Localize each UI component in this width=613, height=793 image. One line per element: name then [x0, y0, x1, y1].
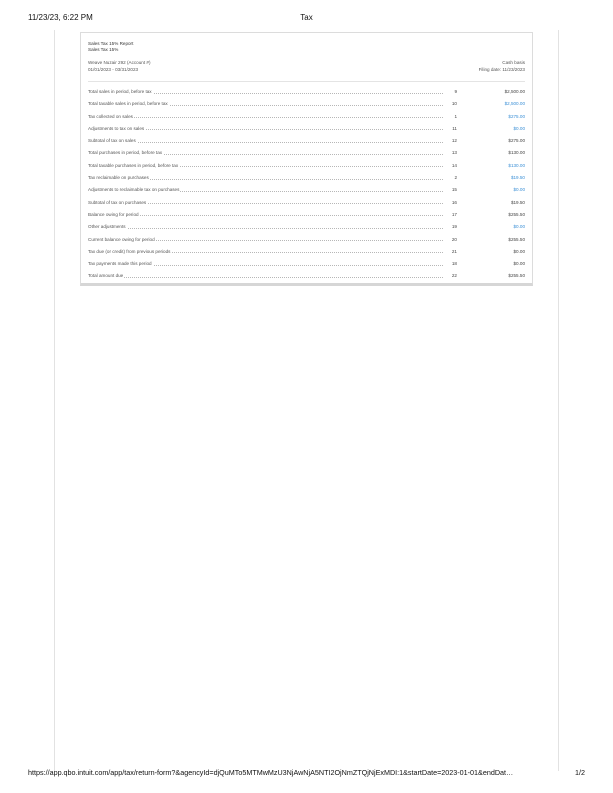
leader-dots: [88, 215, 443, 216]
table-row: [88, 147, 525, 159]
line-label: Total amount due: [88, 270, 124, 282]
table-row: [88, 160, 525, 172]
line-label: Adjustments to reclaimable tax on purchases: [88, 184, 180, 196]
table-row: [88, 135, 525, 147]
line-amount: $2,500.00: [504, 89, 525, 94]
line-amount: $255.50: [508, 236, 525, 242]
line-number: 20: [451, 234, 457, 246]
leader-dots: [88, 117, 443, 118]
print-header: [28, 13, 585, 25]
line-amount: $130.00: [508, 150, 525, 156]
line-label: Balance owing for period: [88, 209, 140, 221]
line-number: 15: [451, 184, 457, 196]
line-amount-link[interactable]: $275.00: [508, 113, 525, 119]
line-label: Tax payments made this period: [88, 258, 153, 270]
line-amount: $255.50: [508, 211, 525, 217]
line-label: Total sales in period, before tax: [88, 86, 153, 98]
header-divider: [88, 81, 525, 82]
line-number: 1: [453, 111, 457, 123]
table-row: [88, 234, 525, 246]
leader-dots: [88, 277, 443, 278]
page-number: 1/2: [575, 768, 585, 777]
table-row: [88, 172, 525, 184]
table-row: [88, 270, 525, 282]
line-number: 14: [451, 160, 457, 172]
filing-date: Filing date: 11/23/2023: [478, 66, 525, 72]
line-number: 13: [451, 147, 457, 159]
table-row: [88, 209, 525, 221]
line-number: 9: [453, 86, 457, 98]
line-label: Subtotal of tax on sales: [88, 135, 137, 147]
page-frame-right: [558, 30, 559, 771]
line-label: Total taxable sales in period, before tax: [88, 98, 169, 110]
accounting-basis: Cash basis: [502, 59, 525, 65]
line-amount-link[interactable]: $0.00: [513, 224, 525, 230]
print-title: Tax: [300, 13, 313, 22]
line-label: Tax reclaimable on purchases: [88, 172, 150, 184]
table-row: [88, 197, 525, 209]
line-amount: $0.00: [513, 261, 525, 267]
line-number: 18: [451, 258, 457, 270]
line-amount-link[interactable]: $19.50: [510, 175, 525, 181]
line-label: Tax collected on sales: [88, 111, 134, 123]
line-label: Subtotal of tax on purchases: [88, 197, 147, 209]
line-label: Adjustments to tax on sales: [88, 123, 145, 135]
line-number: 10: [451, 98, 457, 110]
table-row: [88, 221, 525, 233]
leader-dots: [88, 228, 443, 229]
table-row: [88, 98, 525, 110]
report-meta-row-2: [88, 66, 525, 73]
line-number: 11: [451, 123, 457, 135]
line-label: Total taxable purchases in period, before tax: [88, 160, 179, 172]
line-label: Other adjustments: [88, 221, 127, 233]
report-subtitle: Sales Tax 15%: [88, 47, 119, 53]
report-meta-row-1: [88, 59, 525, 66]
line-number: 22: [451, 270, 457, 282]
line-amount-link[interactable]: $0.00: [513, 125, 525, 131]
line-number: 19: [451, 221, 457, 233]
table-row: [88, 258, 525, 270]
leader-dots: [88, 142, 443, 143]
print-footer: [28, 768, 585, 780]
report-period: 01/01/2023 - 03/31/2023: [88, 66, 139, 72]
line-label: Total purchases in period, before tax: [88, 147, 163, 159]
sales-tax-report: [80, 32, 533, 286]
print-date: 11/23/23, 6:22 PM: [28, 13, 93, 22]
report-header: [88, 41, 525, 73]
line-amount: $275.00: [508, 138, 525, 144]
line-number: 16: [451, 197, 457, 209]
report-title: Sales Tax 15% Report: [88, 41, 134, 46]
line-amount-link[interactable]: $130.00: [508, 162, 525, 168]
table-row: [88, 184, 525, 196]
table-row: [88, 111, 525, 123]
line-number: 12: [451, 135, 457, 147]
line-amount-link[interactable]: $0.00: [513, 187, 525, 193]
table-row: [88, 246, 525, 258]
table-row: [88, 123, 525, 135]
company-name: Weave Nuzair 292 (Account #): [88, 59, 151, 65]
line-amount: $19.50: [510, 199, 525, 205]
line-amount-link[interactable]: $2,500.00: [504, 101, 525, 107]
line-label: Current balance owing for period: [88, 234, 156, 246]
line-amount: $255.50: [508, 273, 525, 279]
line-number: 17: [451, 209, 457, 221]
line-label: Tax due (or credit) from previous periods: [88, 246, 171, 258]
line-amount: $0.00: [513, 248, 525, 254]
line-number: 21: [451, 246, 457, 258]
page-frame-left: [54, 30, 55, 771]
report-lines: [88, 86, 525, 283]
page-url: https://app.qbo.intuit.com/app/tax/return-form?&agencyId=djQuMTo5MTMwMzU3NjAwNjA5NTI2OjNmZTQjNjExMDI:1&startDate=2023-01-01&endDat…: [28, 768, 514, 777]
table-row: [88, 86, 525, 98]
line-number: 2: [453, 172, 457, 184]
